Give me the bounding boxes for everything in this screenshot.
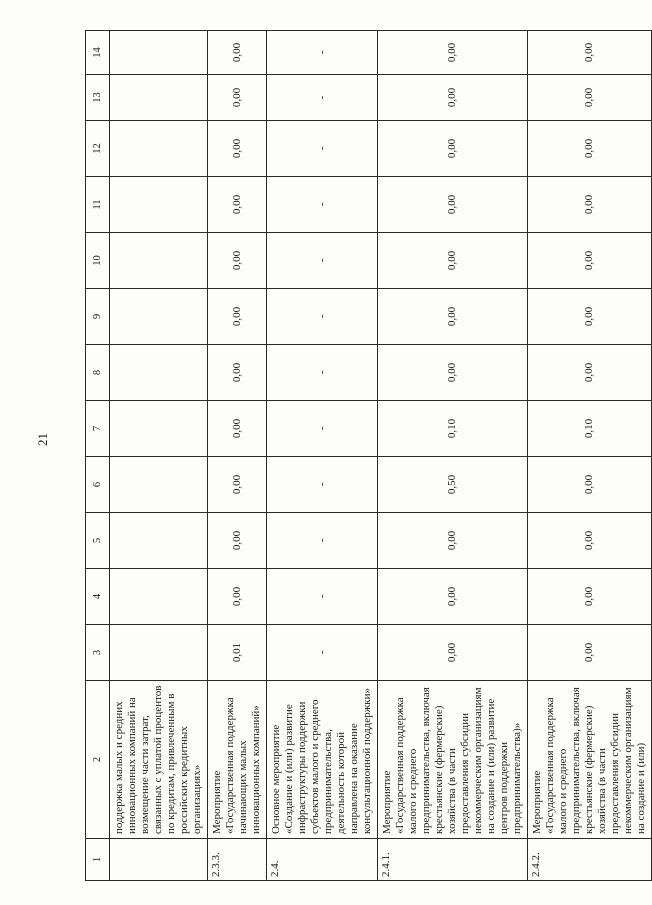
row-name: Мероприятие «Государственная поддержка начинающих малых инновационных компаний» (208, 681, 267, 839)
row-name: поддержка малых и средних инновационных компаний на возмещение части затрат, связанных с уплатой процентов по кредитам, привлеченным в российских кредитных организациях» (110, 681, 208, 839)
header-cell: 7 (86, 401, 110, 457)
value-cell: 0,00 (208, 569, 267, 625)
row-code: 2.4. (267, 839, 378, 881)
row-name: Мероприятие «Государственная поддержка малого и среднего предпринимательства, включая крестьянские (фермерские) хозяйства (в части предоставления субсидии некоммерческим организациям на создание и (или) (528, 681, 652, 839)
value-cell: 0,50 (378, 457, 528, 513)
value-cell: 0,10 (378, 401, 528, 457)
value-cell: 0,00 (528, 625, 652, 681)
value-cell: 0,00 (378, 233, 528, 289)
header-cell: 3 (86, 625, 110, 681)
table-row (528, 31, 652, 881)
value-cell: 0,00 (528, 233, 652, 289)
value-cell: 0,00 (528, 569, 652, 625)
value-cell: 0,00 (528, 121, 652, 177)
page-number: 21 (35, 433, 50, 446)
value-cell (110, 513, 208, 569)
value-cell: 0,00 (528, 513, 652, 569)
rotated-table-wrapper (85, 31, 647, 881)
value-cell: 0,00 (208, 513, 267, 569)
row-code: 2.3.3. (208, 839, 267, 881)
value-cell: 0,00 (528, 75, 652, 121)
value-cell: - (267, 457, 378, 513)
table-row (267, 31, 378, 881)
value-cell: 0,00 (208, 75, 267, 121)
value-cell: 0,00 (528, 177, 652, 233)
header-row (86, 31, 110, 881)
value-cell: 0,00 (378, 513, 528, 569)
value-cell: 0,00 (528, 345, 652, 401)
value-cell (110, 401, 208, 457)
value-cell: 0,00 (378, 289, 528, 345)
value-cell: - (267, 75, 378, 121)
value-cell: 0,00 (208, 121, 267, 177)
value-cell: 0,00 (378, 31, 528, 75)
value-cell: - (267, 31, 378, 75)
value-cell: - (267, 345, 378, 401)
value-cell: 0,00 (378, 625, 528, 681)
value-cell (110, 289, 208, 345)
value-cell: 0,00 (378, 177, 528, 233)
value-cell: 0,00 (528, 457, 652, 513)
value-cell (110, 625, 208, 681)
header-cell: 12 (86, 121, 110, 177)
header-cell: 4 (86, 569, 110, 625)
header-cell: 13 (86, 75, 110, 121)
value-cell: - (267, 289, 378, 345)
header-cell: 1 (86, 839, 110, 881)
indicators-table (85, 30, 652, 881)
header-cell: 5 (86, 513, 110, 569)
value-cell: 0,00 (208, 401, 267, 457)
value-cell: 0,00 (528, 31, 652, 75)
value-cell: 0,00 (378, 121, 528, 177)
row-code: 2.4.1. (378, 839, 528, 881)
value-cell: 0,00 (378, 569, 528, 625)
value-cell (110, 233, 208, 289)
value-cell: - (267, 233, 378, 289)
value-cell: 0,00 (208, 289, 267, 345)
row-code (110, 839, 208, 881)
header-cell: 9 (86, 289, 110, 345)
value-cell: 0,00 (208, 233, 267, 289)
value-cell: 0,00 (528, 289, 652, 345)
value-cell (110, 569, 208, 625)
header-cell: 14 (86, 31, 110, 75)
value-cell: - (267, 513, 378, 569)
value-cell (110, 31, 208, 75)
table-row (378, 31, 528, 881)
value-cell: - (267, 569, 378, 625)
value-cell: - (267, 177, 378, 233)
row-name: Мероприятие «Государственная поддержка малого и среднего предпринимательства, включая крестьянские (фермерские) хозяйства (в части предоставления субсидии некоммерческим организациям на создание и (или) развитие центров поддержки предпринимательства)» (378, 681, 528, 839)
header-cell: 2 (86, 681, 110, 839)
value-cell: - (267, 121, 378, 177)
row-name: Основное мероприятие «Создание и (или) развитие инфраструктуры поддержки субъектов малого и среднего предпринимательства, деятельность которой направлена на оказание консультационной поддержки» (267, 681, 378, 839)
value-cell: - (267, 625, 378, 681)
value-cell (110, 457, 208, 513)
value-cell: 0,00 (208, 31, 267, 75)
value-cell: 0,00 (208, 457, 267, 513)
header-cell: 11 (86, 177, 110, 233)
header-cell: 8 (86, 345, 110, 401)
value-cell: - (267, 401, 378, 457)
value-cell (110, 121, 208, 177)
value-cell: 0,00 (378, 345, 528, 401)
value-cell: 0,00 (378, 75, 528, 121)
value-cell: 0,01 (208, 625, 267, 681)
value-cell: 0,10 (528, 401, 652, 457)
value-cell (110, 345, 208, 401)
row-code: 2.4.2. (528, 839, 652, 881)
header-cell: 6 (86, 457, 110, 513)
value-cell (110, 177, 208, 233)
value-cell (110, 75, 208, 121)
value-cell: 0,00 (208, 345, 267, 401)
header-cell: 10 (86, 233, 110, 289)
table-row (110, 31, 208, 881)
value-cell: 0,00 (208, 177, 267, 233)
table-row (208, 31, 267, 881)
